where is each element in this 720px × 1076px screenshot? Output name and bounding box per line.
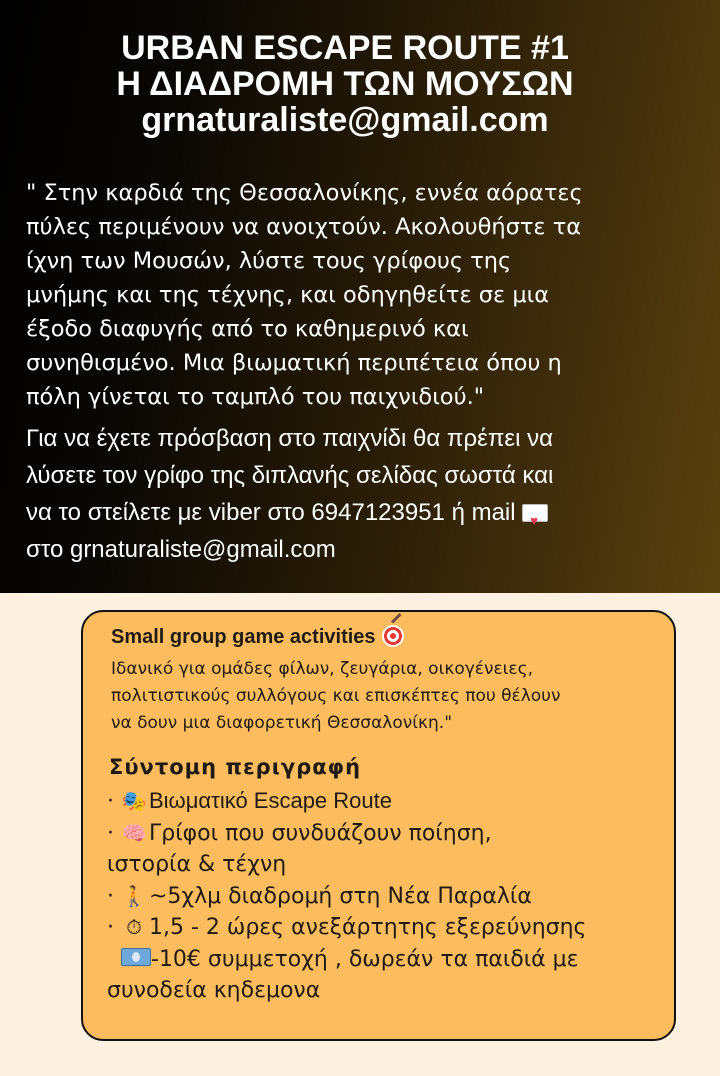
info-card (81, 610, 676, 1041)
feature-item (107, 818, 667, 850)
access-email-text: στο grnaturaliste@gmail.com (26, 536, 336, 563)
intro-quote: " Στην καρδιά της Θεσσαλονίκης, εννέα αόρατες πύλες περιμένουν να ανοιχτούν. Ακολουθήστε τα ίχνη των Μουσών, λύστε τους γρίφους της μνήμης και της τέχνης, και οδηγηθείτε σε μια έξοδο διαφυγής από το καθημερινό και συνηθισμένο. Μια βιωματική περιπέτεια όπου η πόλη γίνεται το ταμπλό του παιχνιδιού." (26, 180, 583, 410)
header-email: grnaturaliste@gmail.com (141, 101, 549, 139)
feature-text: Βιωματικό Escape Route (149, 788, 392, 813)
bullet: · (107, 883, 114, 909)
stopwatch-icon: ⏱ (126, 915, 142, 939)
theater-masks-icon: 🎭 (121, 789, 147, 813)
feature-item (107, 912, 667, 944)
person-walking-icon: 🚶 (121, 883, 147, 908)
card-intro: Ιδανικό για ομάδες φίλων, ζευγάρια, οικογένειες, πολιτιστικούς συλλόγους και επισκέπτες που θέλουν να δουν μια διαφορετική Θεσσαλονίκη." (111, 659, 561, 733)
bullet: · (107, 820, 114, 846)
feature-text: 1,5 - 2 ώρες ανεξάρτητης εξερεύνησης (149, 915, 587, 940)
feature-text: Γρίφοι που συνδυάζουν ποίηση, (149, 820, 492, 846)
target-icon (382, 625, 404, 647)
love-letter-icon (522, 504, 548, 522)
feature-text: ~5χλμ διαδρομή στη Νέα Παραλία (149, 883, 532, 909)
brain-icon: 🧠 (121, 820, 147, 845)
description-title: Σύντομη περιγραφή (109, 755, 362, 779)
card-heading (111, 622, 404, 652)
bullet: · (107, 915, 114, 940)
feature-item-continued (107, 975, 667, 1007)
feature-text: συνοδεία κηδεμονα (107, 978, 321, 1003)
money-icon (121, 948, 151, 966)
feature-item (107, 881, 667, 913)
title-line-2: Η ΔΙΑΔΡΟΜΗ ΤΩΝ ΜΟΥΣΩΝ (116, 65, 574, 103)
access-text: Για να έχετε πρόσβαση στο παιχνίδι θα πρέπει να λύσετε τον γρίφο της διπλανής σελίδας σωστά και να το στείλετε με viber στο 6947123951 ή mail (26, 425, 554, 526)
title-block (0, 30, 690, 138)
feature-text: -10€ συμμετοχή , δωρεάν τα παιδιά με (151, 946, 579, 972)
feature-item (107, 944, 667, 976)
feature-item (107, 785, 667, 818)
bullet: · (107, 789, 114, 814)
card-heading-text: Small group game activities (111, 626, 376, 648)
feature-text: ιστορία & τέχνη (107, 852, 287, 877)
feature-item-continued (107, 849, 667, 881)
title-line-1: URBAN ESCAPE ROUTE #1 (121, 29, 569, 67)
access-instructions (26, 420, 690, 568)
feature-list (107, 785, 667, 1007)
